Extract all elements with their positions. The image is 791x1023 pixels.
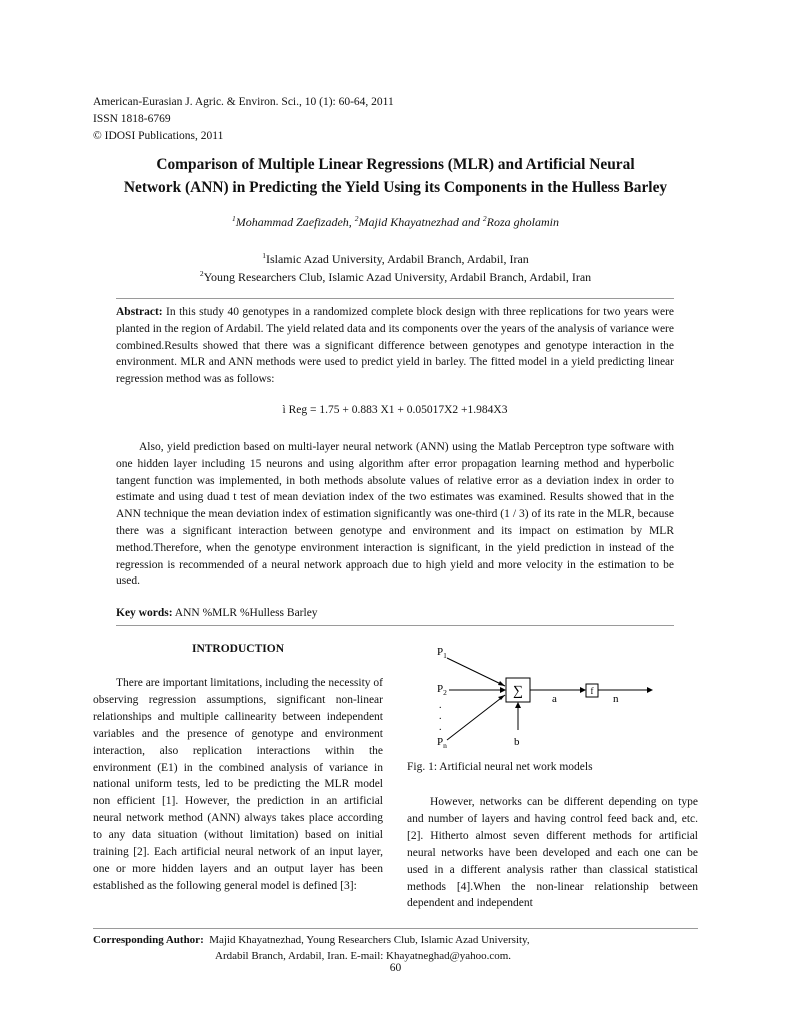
abstract-top-divider: [116, 298, 674, 299]
bias-label: b: [514, 736, 520, 748]
affiliation-2-mark: 2: [199, 269, 204, 278]
ann-model-figure: [425, 640, 675, 755]
output-label: n: [613, 693, 619, 705]
corresponding-author-text-1: Majid Khayatnezhad, Young Researchers Club, Islamic Azad University,: [203, 934, 530, 946]
input-pn-label: $P_n$: [437, 736, 447, 750]
page-number: 60: [389, 962, 402, 974]
introduction-right-column: However, networks can be different depending on type and number of layers and having control feed back and, etc. [2]. Hitherto almost seven different methods for artificial neural networks have been developed and each one can be used in a different analysis rather than classical statistical methods [4].When the non-linear relationship between dependent and independent: [407, 796, 698, 910]
affiliation-1-mark: 1: [262, 251, 266, 260]
transfer-function-label: f: [590, 686, 594, 696]
author-1: Mohammad Zaefizadeh,: [235, 215, 355, 229]
author-3-affiliation-mark: 2: [482, 214, 487, 223]
sigma-symbol: ∑: [513, 684, 523, 699]
affiliation-2-text: Young Researchers Club, Islamic Azad University, Ardabil Branch, Ardabil, Iran: [203, 270, 592, 284]
journal-citation: American-Eurasian J. Agric. & Environ. Sci., 10 (1): 60-64, 2011: [93, 96, 394, 108]
corresponding-author-label: Corresponding Author:: [93, 934, 204, 946]
affiliation-1-text: Islamic Azad University, Ardabil Branch, Ardabil, Iran: [265, 252, 529, 266]
paper-title-line-1: Comparison of Multiple Linear Regressions (MLR) and Artificial Neural: [156, 156, 635, 173]
abstract-paragraph-1: [116, 304, 674, 388]
keywords-value: ANN %MLR %Hulless Barley: [172, 607, 318, 619]
arrowhead-p2: [500, 687, 506, 693]
ellipsis-dot-3: .: [439, 722, 442, 733]
arrowhead-sum-to-f: [580, 687, 586, 693]
affiliation-1: [80, 250, 711, 268]
paper-title-line-2: Network (ANN) in Predicting the Yield Using its Components in the Hulless Barley: [123, 179, 668, 196]
abstract-bottom-divider: [116, 625, 674, 626]
ellipsis-dot-1: .: [439, 700, 442, 711]
journal-copyright: © IDOSI Publications, 2011: [93, 130, 224, 142]
author-list: [80, 215, 711, 230]
keywords: [116, 607, 318, 619]
arrow-p1: [447, 658, 505, 686]
arrowhead-output: [647, 687, 653, 693]
arrow-pn: [447, 695, 505, 740]
input-p2-label: $P_2$: [437, 683, 447, 697]
keywords-label: Key words:: [116, 607, 173, 619]
corresponding-author-line-1: [93, 932, 530, 948]
author-2-affiliation-mark: 2: [354, 214, 359, 223]
regression-equation: ì Reg = 1.75 + 0.883 X1 + 0.05017X2 +1.984X3: [282, 404, 508, 416]
net-input-label: a: [552, 693, 557, 705]
abstract-label: Abstract:: [116, 306, 163, 318]
journal-issn: ISSN 1818-6769: [93, 113, 171, 125]
figure-1-caption: Fig. 1: Artificial neural net work models: [407, 761, 593, 773]
input-p1-label: $P_1$: [437, 646, 447, 660]
ellipsis-dot-2: .: [439, 711, 442, 722]
abstract-paragraph-2: Also, yield prediction based on multi-layer neural network (ANN) using the Matlab Perceptron type software with one hidden layer including 15 neurons and using algorithm after error propagation learning method and hyperbolic tangent function was implemented, in both methods absolute values of relative error as a deviation index in order to estimate and using duad t test of mean deviation index of the two estimates was examined. Results showed that in the ANN technique the mean deviation index of estimation significantly was one-third (1 / 3) of its rate in the MLR, because there was a significant interaction between genotype and environment and its impact on estimation by MLR method.Therefore, when the genotype environment interaction is significant, in the yield prediction in instead of the regression is recommended of a neural network approach due to high yield and more velocity in the estimation to be used.: [116, 441, 674, 588]
bias-arrowhead: [515, 702, 521, 708]
introduction-heading: INTRODUCTION: [191, 643, 284, 655]
introduction-left-column: There are important limitations, including the necessity of observing regression assumptions, significant non-linear relationships and multiple callinearity between independent variables and the presence of genotype and environment interaction, also replication interactions within the environment (E1) in the combined analysis of variance in national uniform tests, led to be predicting the MLR model non efficient [1]. However, the prediction in an artificial neural network method (ANN) always takes place according to any data situation (without limitation) based on initial training [2]. Each artificial neural network of an input layer, one or more hidden layers and an output layer has been established as the following general model is defined [3]:: [93, 677, 383, 892]
arrowhead-p1: [498, 681, 505, 686]
author-3: Roza gholamin: [486, 215, 559, 229]
corresponding-author-line-2: Ardabil Branch, Ardabil, Iran. E-mail: Khayatneghad@yahoo.com.: [215, 950, 512, 962]
abstract-text-1: In this study 40 genotypes in a randomized complete block design with three replications for two years were planted in the region of Ardabil. The yield related data and its components over the years of the analysis of variance were combined.Results showed that there was a significant difference between genotypes and genotype interaction in the environment. MLR and ANN methods were used to predict yield in barley. The fitted model in a yield predicting linear regression method was as follows:: [116, 306, 674, 386]
affiliation-2: [80, 268, 711, 286]
author-1-affiliation-mark: 1: [232, 214, 236, 223]
author-2: Majid Khayatnezhad and: [358, 215, 483, 229]
footer-divider: [93, 928, 698, 929]
